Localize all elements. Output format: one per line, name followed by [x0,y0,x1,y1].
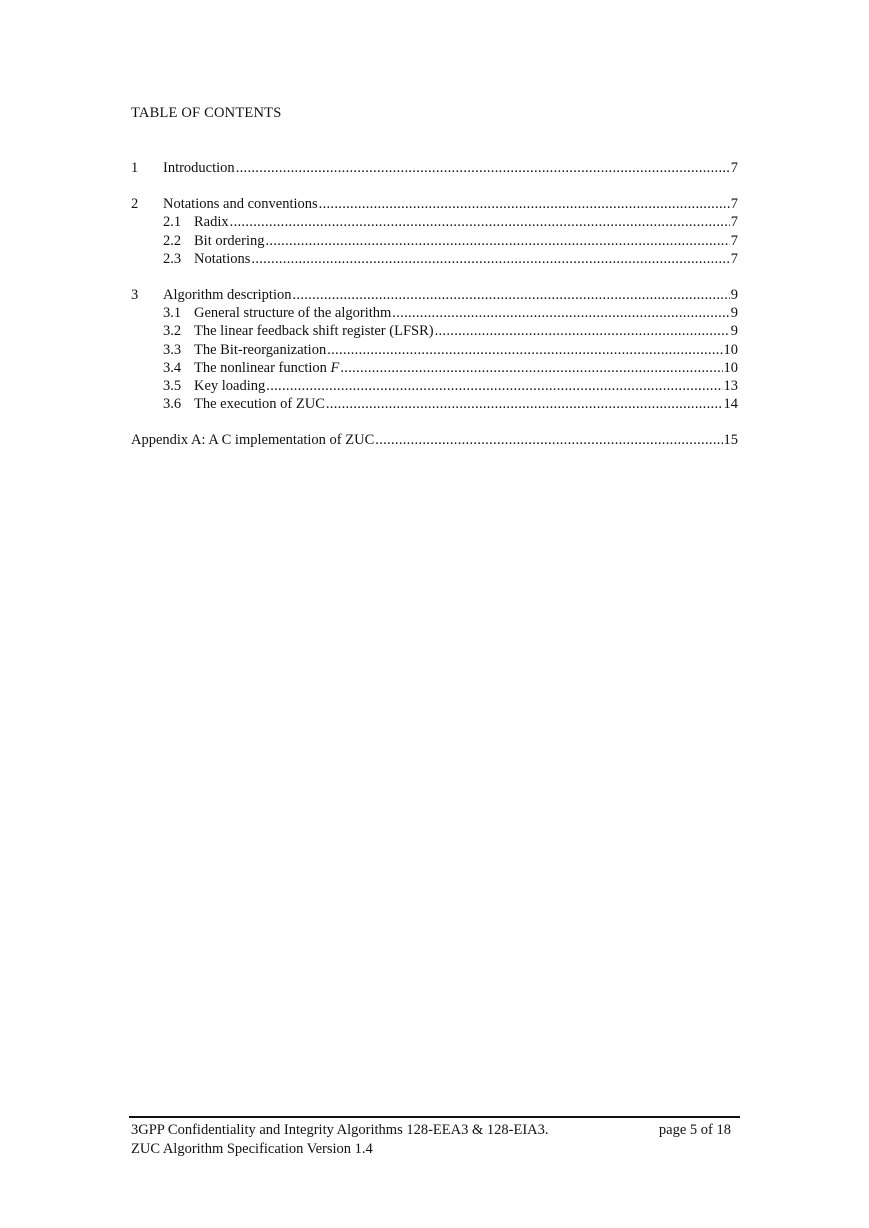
toc-leader-dots [251,250,729,268]
toc-entry-number: 2.1 [163,214,182,231]
toc-entry-number: 3.5 [163,377,182,394]
toc-entry-page: 7 [730,232,738,249]
footer-line-1 [131,1121,731,1140]
footer-rule [129,1116,740,1118]
toc-leader-dots [292,286,729,304]
toc-entry-page: 14 [723,396,738,413]
toc-entry-title: The Bit-reorganization [194,341,327,358]
toc-entry-number: 2 [131,196,139,213]
toc-entry-title: Algorithm description [163,286,292,303]
toc-entry-bit-ordering[interactable] [131,232,738,250]
toc-entry-title: Notations [194,250,251,267]
toc-entry-appendix-a[interactable] [131,431,738,449]
toc-entry-page: 7 [730,160,738,176]
toc-entry-title: Appendix A: A C implementation of ZUC [131,432,375,449]
toc-entry-notations-and-conventions[interactable] [131,195,738,213]
toc-entry-execution-of-zuc[interactable] [131,395,738,413]
toc-entry-general-structure[interactable] [131,304,738,322]
toc-entry-number: 3 [131,286,139,303]
toc-heading: TABLE OF CONTENTS [131,105,282,121]
toc-entry-number: 2.3 [163,250,182,267]
toc-leader-dots [340,359,722,377]
toc-entry-page: 13 [723,377,738,394]
toc-entry-introduction[interactable] [131,159,738,177]
toc-entry-bit-reorganization[interactable] [131,341,738,359]
toc-leader-dots [327,341,722,359]
toc-entry-title: The linear feedback shift register (LFSR) [194,323,434,340]
toc-entry-key-loading[interactable] [131,377,738,395]
toc-entry-page: 9 [730,286,738,303]
toc-entry-page: 7 [730,196,738,213]
footer-document-title: 3GPP Confidentiality and Integrity Algorithms 128-EEA3 & 128-EIA3. [131,1122,549,1138]
toc-entry-number: 3.2 [163,323,182,340]
toc-entry-radix[interactable] [131,213,738,231]
toc-entry-page: 9 [730,323,738,340]
toc-leader-dots [236,159,730,177]
table-of-contents [131,159,738,449]
toc-entry-page: 15 [723,432,738,449]
toc-leader-dots [375,431,722,449]
toc-entry-page: 10 [723,359,738,376]
toc-leader-dots [435,322,730,340]
toc-leader-dots [326,395,723,413]
toc-entry-page: 7 [730,250,738,267]
footer-spec-version: ZUC Algorithm Specification Version 1.4 [131,1141,373,1157]
toc-entry-title: Notations and conventions [163,196,318,213]
toc-entry-notations[interactable] [131,250,738,268]
toc-leader-dots [230,213,730,231]
toc-entry-title: Radix [194,214,229,231]
toc-leader-dots [266,377,722,395]
page-footer [131,1121,731,1159]
toc-leader-dots [265,232,729,250]
toc-leader-dots [392,304,729,322]
toc-entry-number: 3.6 [163,396,182,413]
toc-entry-number: 3.1 [163,305,182,322]
toc-entry-page: 7 [730,214,738,231]
toc-entry-page: 9 [730,305,738,322]
toc-entry-title [194,359,339,377]
footer-page-number: page 5 of 18 [658,1122,731,1138]
toc-entry-algorithm-description[interactable] [131,286,738,304]
toc-entry-number: 1 [131,160,139,176]
toc-entry-nonlinear-function[interactable] [131,359,738,377]
toc-entry-number: 3.3 [163,341,182,358]
toc-leader-dots [319,195,730,213]
toc-entry-lfsr[interactable] [131,322,738,340]
toc-entry-title-text: The nonlinear function [194,359,331,376]
toc-entry-title: Key loading [194,377,266,394]
toc-entry-title: Introduction [163,160,235,176]
toc-entry-title: General structure of the algorithm [194,305,392,322]
toc-entry-title: The execution of ZUC [194,396,325,413]
toc-entry-number: 2.2 [163,232,182,249]
toc-entry-page: 10 [723,341,738,358]
toc-entry-title-italic: F [330,359,340,376]
toc-entry-number: 3.4 [163,359,182,376]
toc-entry-title: Bit ordering [194,232,265,249]
